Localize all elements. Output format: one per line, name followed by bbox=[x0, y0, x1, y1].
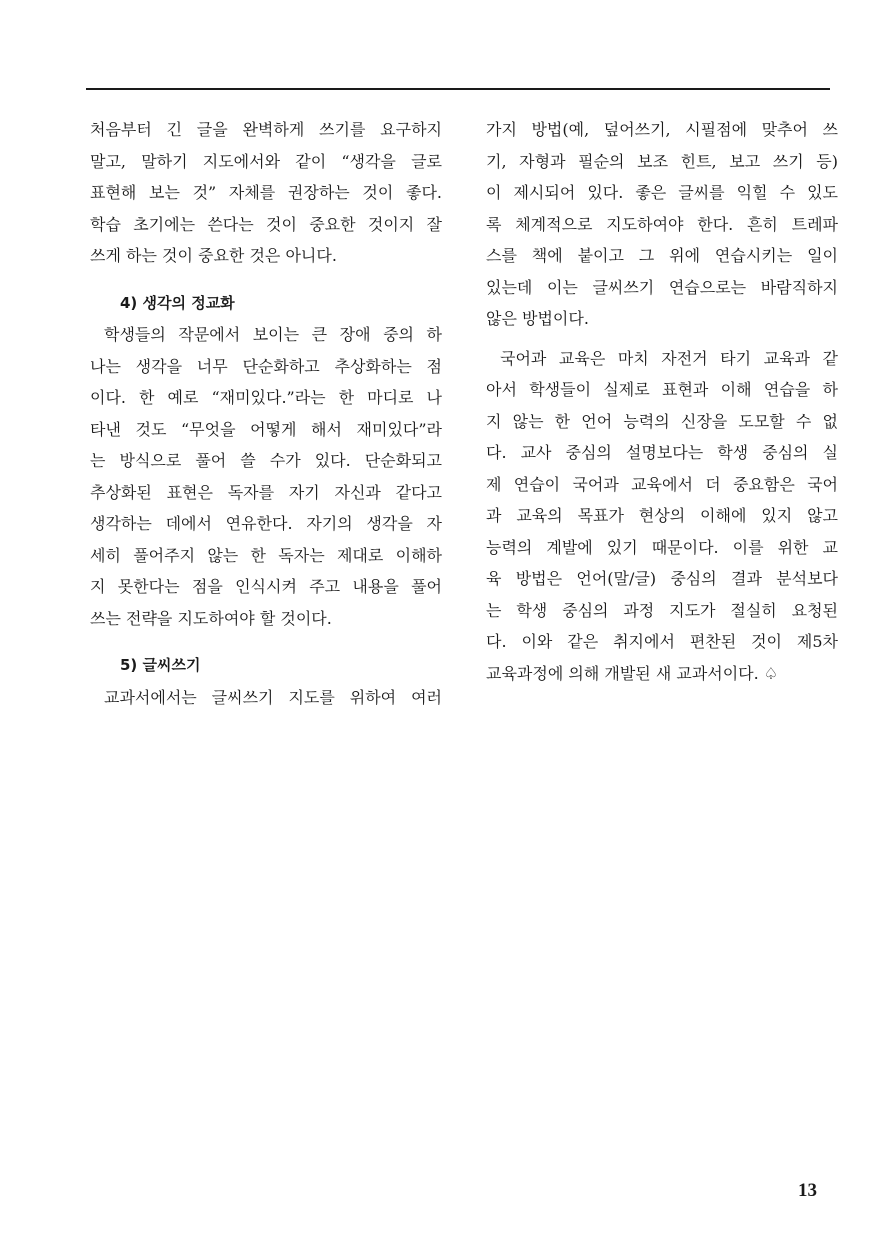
text-line: 다. 이와 같은 취지에서 편찬된 것이 제5차 bbox=[486, 632, 838, 651]
text-line: 가지 방법(예, 덮어쓰기, 시필점에 맞추어 쓰 bbox=[486, 120, 838, 139]
section-heading-handwriting: 5) 글씨쓰기 bbox=[120, 656, 201, 674]
text-line: 는 학생 중심의 과정 지도가 절실히 요청된 bbox=[486, 600, 838, 620]
text-line: 생각하는 데에서 연유한다. 자기의 생각을 자 bbox=[90, 514, 442, 533]
text-line: 과 교육의 목표가 현상의 이해에 있지 않고 bbox=[486, 506, 838, 525]
text-line: 교육과정에 의해 개발된 새 교과서이다. ♤ bbox=[486, 663, 779, 683]
text-line: 이 제시되어 있다. 좋은 글씨를 익힐 수 있도 bbox=[486, 183, 838, 202]
text-line: 육 방법은 언어(말/글) 중심의 결과 분석보다 bbox=[486, 569, 838, 588]
text-line: 제 연습이 국어과 교육에서 더 중요함은 국어 bbox=[486, 474, 838, 494]
paragraph-writing-practice bbox=[90, 114, 442, 272]
text-line: 다. 교사 중심의 설명보다는 학생 중심의 실 bbox=[486, 443, 838, 462]
text-line: 지 않는 한 언어 능력의 신장을 도모할 수 없 bbox=[486, 411, 838, 431]
text-line: 세히 풀어주지 않는 한 독자는 제대로 이해하 bbox=[90, 545, 442, 565]
text-line: 교과서에서는 글씨쓰기 지도를 위하여 여러 bbox=[104, 687, 442, 707]
text-line: 학생들의 작문에서 보이는 큰 장애 중의 하 bbox=[104, 325, 442, 344]
text-line: 쓰는 전략을 지도하여야 할 것이다. bbox=[90, 608, 332, 628]
paragraph-handwriting-start bbox=[90, 682, 442, 714]
left-column bbox=[90, 114, 442, 713]
page-number: 13 bbox=[798, 1180, 817, 1201]
paragraph-refining-thoughts bbox=[90, 319, 442, 634]
text-line: 않은 방법이다. bbox=[486, 309, 589, 328]
text-line: 표현해 보는 것” 자체를 권장하는 것이 좋다. bbox=[90, 183, 442, 202]
text-line: 추상화된 표현은 독자를 자기 자신과 같다고 bbox=[90, 482, 442, 502]
text-line: 국어과 교육은 마치 자전거 타기 교육과 같 bbox=[500, 348, 838, 368]
text-line: 아서 학생들이 실제로 표현과 이해 연습을 하 bbox=[486, 380, 838, 399]
text-line: 학습 초기에는 쓴다는 것이 중요한 것이지 잘 bbox=[90, 214, 442, 234]
text-line: 스를 책에 붙이고 그 위에 연습시키는 일이 bbox=[486, 246, 838, 265]
text-line: 능력의 계발에 있기 때문이다. 이를 위한 교 bbox=[486, 537, 838, 557]
text-line: 타낸 것도 “무엇을 어떻게 해서 재미있다”라 bbox=[90, 419, 442, 439]
text-line: 있는데 이는 글씨쓰기 연습으로는 바람직하지 bbox=[486, 277, 838, 297]
text-line: 처음부터 긴 글을 완벽하게 쓰기를 요구하지 bbox=[90, 120, 442, 139]
text-line: 나는 생각을 너무 단순화하고 추상화하는 점 bbox=[90, 356, 442, 376]
section-heading-refining-thoughts: 4) 생각의 정교화 bbox=[120, 293, 235, 312]
paragraph-handwriting-methods bbox=[486, 114, 838, 335]
text-line: 록 체계적으로 지도하여야 한다. 흔히 트레파 bbox=[486, 214, 838, 234]
text-line: 쓰게 하는 것이 중요한 것은 아니다. bbox=[90, 246, 337, 265]
right-column bbox=[486, 114, 838, 689]
header-rule bbox=[86, 88, 830, 90]
text-line: 는 방식으로 풀어 쓸 수가 있다. 단순화되고 bbox=[90, 451, 442, 470]
text-line: 기, 자형과 필순의 보조 힌트, 보고 쓰기 등) bbox=[486, 151, 838, 171]
text-line: 말고, 말하기 지도에서와 같이 “생각을 글로 bbox=[90, 151, 442, 171]
text-line: 지 못한다는 점을 인식시켜 주고 내용을 풀어 bbox=[90, 577, 442, 596]
paragraph-korean-education bbox=[486, 343, 838, 690]
text-line: 이다. 한 예로 “재미있다.”라는 한 마디로 나 bbox=[90, 388, 442, 407]
